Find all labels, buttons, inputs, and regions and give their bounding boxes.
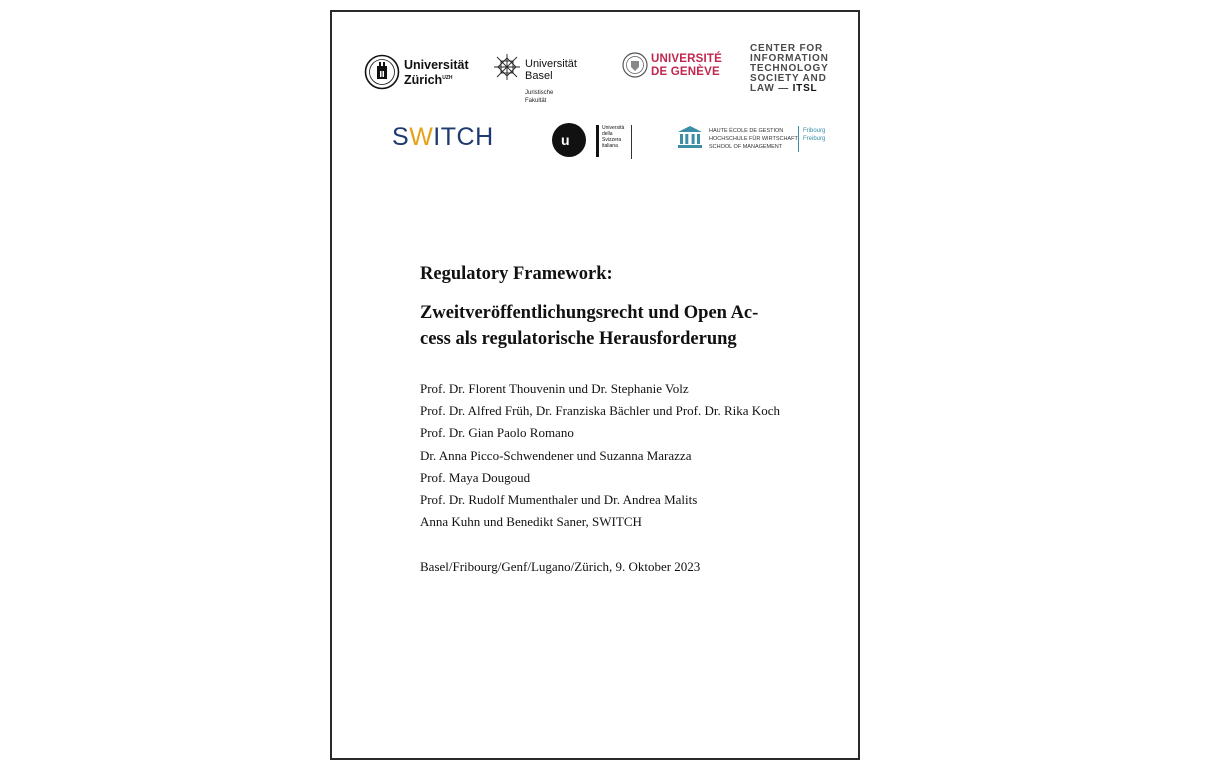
author-line: Prof. Maya Dougoud [420, 469, 531, 485]
uzh-line1: Universität [404, 58, 469, 72]
usi-text: Università della Svizzera italiana [602, 125, 625, 149]
document-title: Regulatory Framework: [420, 264, 613, 284]
author-line: Prof. Dr. Rudolf Mumenthaler und Dr. Andrea Malits [420, 492, 698, 508]
usi-logo: u s Università della Svizzera italiana [552, 123, 642, 163]
basel-logo [492, 52, 592, 107]
uzh-line2: Zürich$^{UZH}$ [404, 73, 453, 87]
basel-faculty: Juristische Fakultät [525, 90, 554, 104]
place-date: Basel/Fribourg/Genf/Lugano/Zürich, 9. Oktober 2023 [420, 559, 701, 574]
author-line: Prof. Dr. Gian Paolo Romano [420, 425, 574, 441]
geneve-line2: DE GENÈVE [651, 66, 720, 78]
author-line: Dr. Anna Picco-Schwendener und Suzanna Marazza [420, 447, 692, 463]
document-subtitle: Zweitveröffentlichungsrecht und Open Ac- cess als regulatorische Herausforderung [420, 303, 759, 349]
basel-line2: Basel [525, 70, 553, 82]
heg-location: Fribourg Freiburg [803, 128, 826, 142]
heg-text: HAUTE ÉCOLE DE GESTION HOCHSCHULE FÜR WIRTSCHAFT SCHOOL OF MANAGEMENT [709, 128, 798, 150]
author-line: Anna Kuhn und Benedikt Saner, SWITCH [420, 514, 642, 530]
itsl-logo: CENTER FOR INFORMATION TECHNOLOGY SOCIETY AND LAW — ITSL [750, 43, 829, 94]
switch-logo: SWITCH [392, 123, 494, 151]
uzh-seal-icon [364, 54, 400, 90]
basel-line1: Universität [525, 58, 577, 70]
author-line: Prof. Dr. Alfred Früh, Dr. Franziska Bächler und Prof. Dr. Rika Koch [420, 403, 780, 419]
heg-logo [677, 124, 847, 156]
geneve-line1: UNIVERSITÉ [651, 53, 723, 65]
geneve-logo [622, 52, 732, 82]
document-page [330, 10, 860, 760]
author-line: Prof. Dr. Florent Thouvenin und Dr. Stephanie Volz [420, 381, 689, 396]
heg-building-icon [677, 124, 703, 150]
basel-star-icon [492, 52, 522, 82]
author-list [420, 378, 780, 533]
geneve-seal-icon [622, 52, 648, 78]
uzh-logo [364, 54, 474, 94]
